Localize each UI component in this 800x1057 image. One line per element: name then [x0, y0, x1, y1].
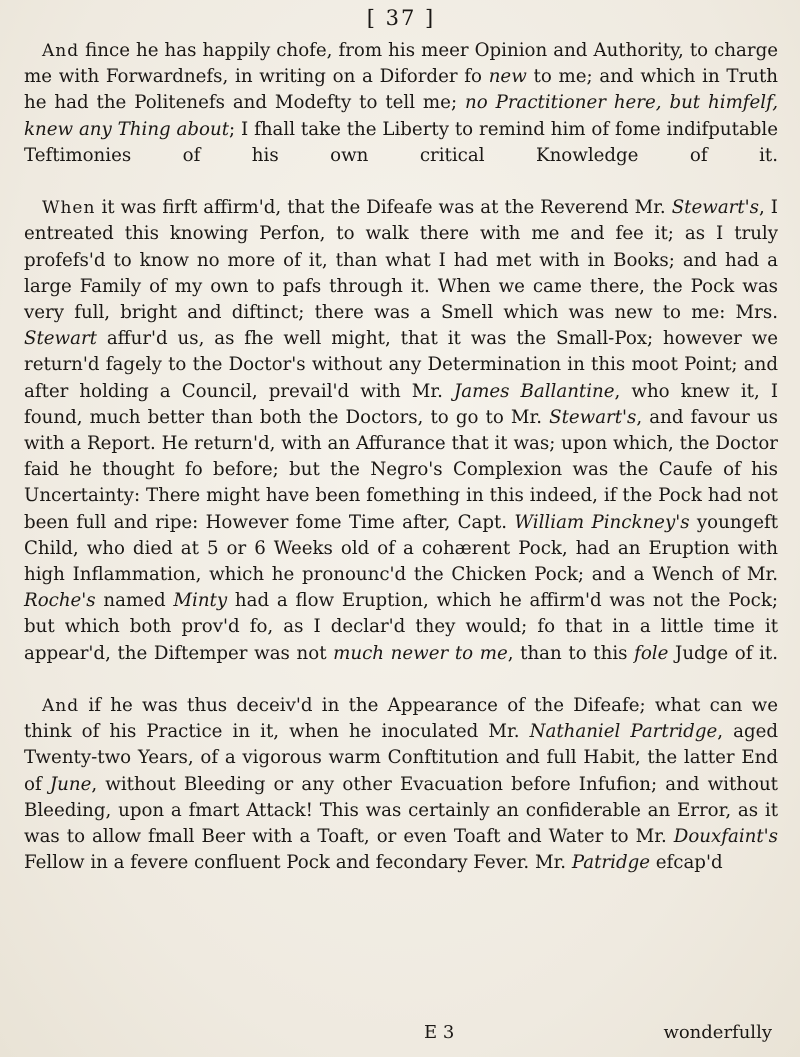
paragraph: [24, 693, 778, 876]
small-caps-opening: And: [42, 696, 80, 717]
text-run: , aged Twenty-two Years, of a vigorous warm Conftitution and full Habit, the latter End of: [24, 721, 778, 795]
text-run: fince he has happily chofe, from his meer Opinion and Authority, to charge me with Forwardnefs, in writing on a Diforder fo: [24, 40, 778, 88]
italic-text: new: [488, 66, 527, 88]
text-run: it was firft affirm'd, that the Difeafe was at the Reverend Mr.: [95, 197, 672, 219]
paragraph: [24, 195, 778, 693]
italic-text: Roche's: [24, 590, 96, 612]
page-footer: [24, 1022, 778, 1050]
small-caps-opening: When: [42, 198, 96, 219]
italic-text: William Pinckney's: [514, 511, 690, 533]
italic-text: fole: [634, 642, 669, 664]
italic-text: June: [49, 773, 92, 795]
small-caps-opening: And: [42, 41, 80, 61]
text-run: youngeft Child, who died at 5 or 6 Weeks old of a cohærent Pock, had an Eruption with high Inflammation, which he pronounc'd the Chicken Pock; and a Wench of Mr.: [24, 511, 779, 586]
text-run: , and favour us with a Report. He return'd, with an Affurance that it was; upon which, the Doctor faid he thought fo before; but the Negro's Complexion was the Caufe of his Uncertainty: There might have been fomething in this indeed, if the Pock had not been full and ripe: However fome Time after, Capt.: [24, 406, 778, 533]
text-run: affur'd us, as fhe well might, that it was the Small-Pox; however we return'd fagely to the Doctor's without any Determination in this moot Point; and after holding a Council, prevail'd with Mr.: [24, 328, 778, 402]
page-number: [ 37 ]: [366, 6, 436, 30]
text-run: Judge of it.: [668, 642, 778, 664]
italic-text: Stewart's: [549, 406, 637, 428]
text-run: , who knew it, I found, much better than both the Doctors, to go to Mr.: [24, 380, 779, 428]
italic-text: Patridge: [571, 852, 650, 874]
italic-text: much newer to me: [333, 642, 508, 664]
italic-text: no Practitioner here, but himfelf, knew any Thing about: [24, 92, 778, 140]
text-run: ; I fhall take the Liberty to remind him of fome indifputable Teftimonies of his own critical Knowledge of it.: [24, 118, 778, 166]
signature-mark: E 3: [424, 1022, 455, 1043]
body-text: [24, 38, 778, 877]
italic-text: Minty: [173, 590, 228, 612]
italic-text: Stewart: [24, 328, 97, 350]
text-run: Fellow in a fevere confluent Pock and fecondary Fever. Mr.: [24, 852, 572, 874]
italic-text: James Ballantine: [453, 380, 615, 402]
text-run: named: [95, 590, 174, 612]
italic-text: Stewart's: [671, 197, 759, 219]
italic-text: Nathaniel Partridge: [529, 721, 718, 743]
text-run: had a flow Eruption, which he affirm'd was not the Pock; but which both prov'd fo, as I declar'd they would; fo that in a little time it appear'd, the Diftemper was not: [24, 590, 778, 664]
text-run: , without Bleeding or any other Evacuation before Infufion; and without Bleeding, upon a fmart Attack! This was certainly an confiderable an Error, as it was to allow fmall Beer with a Toaft, or even Toaft and Water to Mr.: [24, 773, 778, 848]
catchword: wonderfully: [663, 1022, 772, 1043]
text-run: if he was thus deceiv'd in the Appearance of the Difeafe; what can we think of his Practice in it, when he inoculated Mr.: [24, 695, 778, 743]
italic-text: Douxfaint's: [673, 826, 778, 848]
text-run: , I entreated this knowing Perfon, to walk there with me and fee it; as I truly profefs'd to know no more of it, than what I had met with in Books; and had a large Family of my own to pafs through it. When we came there, the Pock was very full, bright and diftinct; there was a Smell which was new to me: Mrs.: [24, 197, 778, 324]
text-run: to me; and which in Truth he had the Politenefs and Modefty to tell me;: [24, 66, 778, 114]
text-run: efcap'd: [650, 852, 723, 874]
paragraph: [24, 38, 778, 195]
text-run: , than to this: [507, 642, 635, 664]
